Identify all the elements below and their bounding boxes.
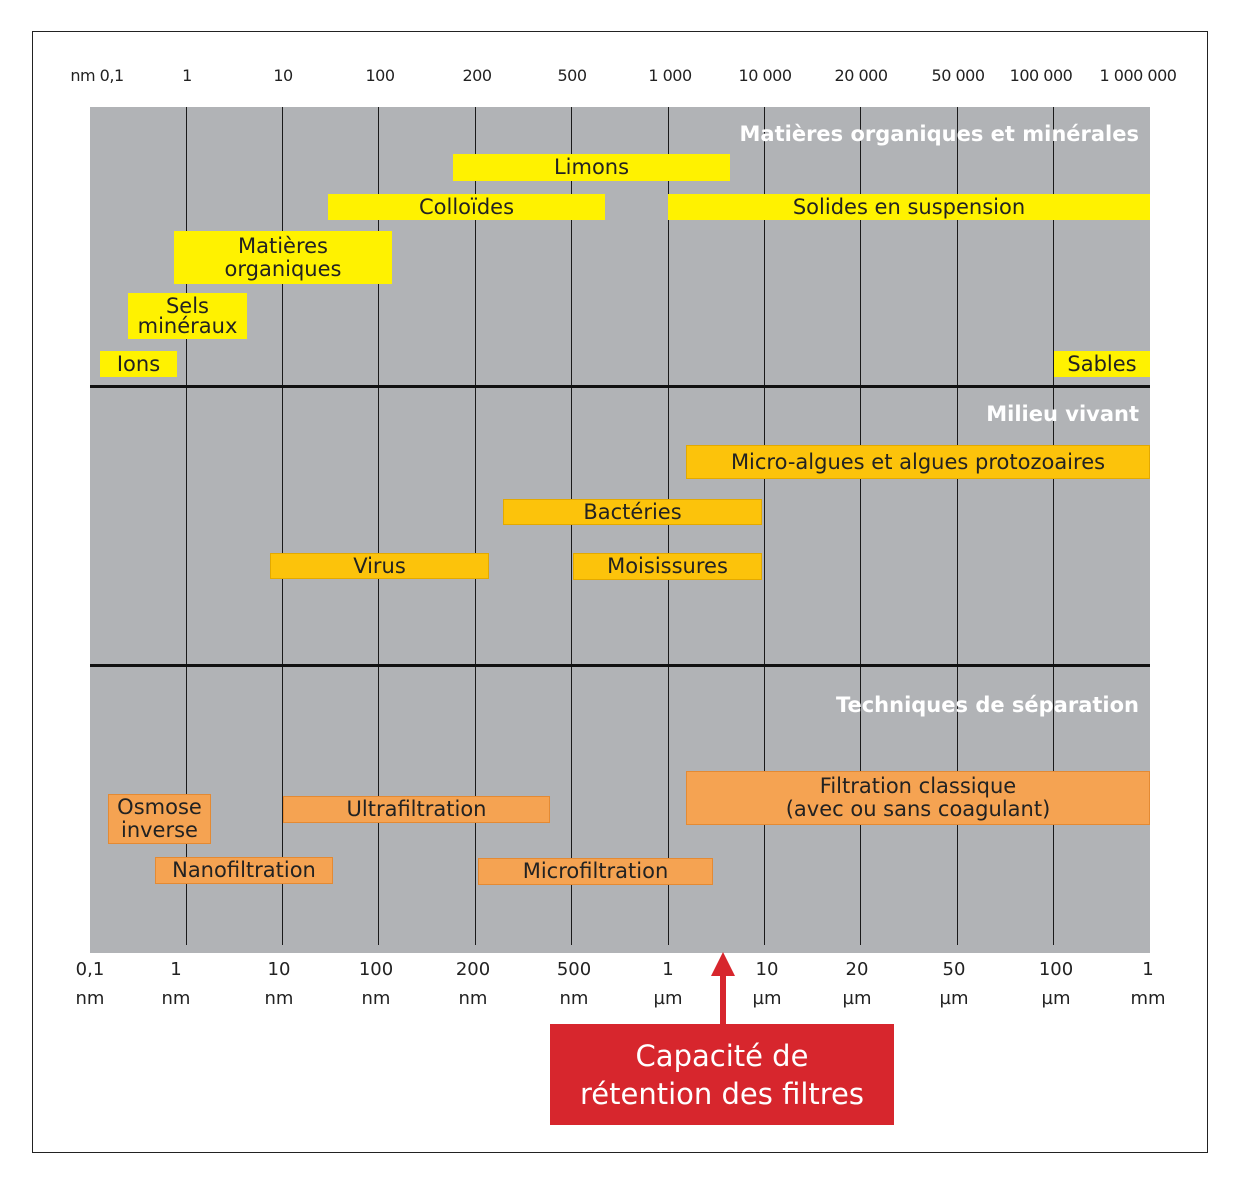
grid-line (668, 107, 669, 945)
filter-retention-callout (550, 1024, 894, 1125)
bottom-tick-unit: nm (264, 988, 294, 1009)
bottom-tick-unit: nm (75, 988, 105, 1009)
bottom-tick (162, 955, 191, 1013)
bottom-tick-value: 1 (662, 959, 674, 980)
top-tick: 500 (557, 66, 587, 85)
bottom-tick (753, 955, 782, 1013)
top-tick: 200 (462, 66, 492, 85)
bar-ions: Ions (100, 351, 177, 377)
section-divider (90, 385, 1150, 388)
bottom-tick (1130, 955, 1165, 1013)
arrow-shaft (720, 970, 726, 1026)
top-tick: 1 000 (648, 66, 692, 85)
bottom-tick-value: 100 (1038, 959, 1074, 980)
bottom-tick (265, 955, 294, 1013)
bottom-tick-unit: µm (653, 988, 683, 1009)
bar-virus: Virus (270, 553, 489, 579)
bar-limons: Limons (453, 154, 730, 181)
bottom-tick-value: 200 (455, 959, 491, 980)
bottom-tick-unit: nm (161, 988, 191, 1009)
bottom-tick-unit: nm (361, 988, 391, 1009)
bottom-tick-value: 50 (942, 959, 966, 980)
bottom-tick-value: 10 (267, 959, 291, 980)
bar-solides-en-suspension: Solides en suspension (668, 194, 1150, 220)
bar-bacteries: Bactéries (503, 499, 762, 525)
top-tick: nm 0,1 (70, 66, 124, 85)
bottom-tick-unit: µm (752, 988, 782, 1009)
callout-line-2: rétention des filtres (580, 1076, 864, 1111)
bottom-tick-value: 500 (556, 959, 592, 980)
bar-nanofiltration: Nanofiltration (155, 857, 333, 884)
section-divider (90, 664, 1150, 667)
bar-sables: Sables (1054, 351, 1150, 377)
bottom-tick (456, 955, 490, 1013)
bottom-tick-unit: µm (1041, 988, 1071, 1009)
bar-sels-mineraux: Sels minéraux (128, 293, 247, 339)
bottom-tick (843, 955, 872, 1013)
bar-filtration-classique: Filtration classique (avec ou sans coagulant) (686, 771, 1150, 825)
bottom-tick (76, 955, 105, 1013)
bar-colloides: Colloïdes (328, 194, 605, 220)
bottom-tick-value: 1 (1142, 959, 1154, 980)
bottom-tick-unit: nm (559, 988, 589, 1009)
bar-ultrafiltration: Ultrafiltration (283, 796, 550, 823)
top-tick: 10 000 (738, 66, 792, 85)
bar-microfiltration: Microfiltration (478, 858, 713, 885)
bottom-axis-strip (90, 945, 1150, 953)
top-tick: 50 000 (931, 66, 985, 85)
top-tick: 100 000 (1009, 66, 1073, 85)
bar-matieres-organiques: Matières organiques (174, 231, 392, 284)
grid-line (571, 107, 572, 945)
top-tick: 100 (365, 66, 395, 85)
bar-osmose-inverse: Osmose inverse (108, 794, 211, 844)
callout-line-1: Capacité de (635, 1038, 809, 1073)
top-tick: 10 (273, 66, 293, 85)
bottom-tick-value: 100 (358, 959, 394, 980)
bottom-tick (940, 955, 969, 1013)
bottom-tick (654, 955, 683, 1013)
section-title-living: Milieu vivant (986, 402, 1139, 426)
bottom-tick-unit: nm (458, 988, 488, 1009)
top-tick: 1 000 000 (1099, 66, 1177, 85)
bottom-tick (359, 955, 393, 1013)
section-title-organic: Matières organiques et minérales (739, 122, 1139, 146)
bottom-tick-unit: µm (939, 988, 969, 1009)
bottom-tick-value: 0,1 (75, 959, 105, 980)
bottom-tick-value: 10 (755, 959, 779, 980)
bottom-tick (557, 955, 591, 1013)
bottom-tick-unit: mm (1130, 988, 1166, 1009)
bar-micro-algues: Micro-algues et algues protozoaires (686, 445, 1150, 479)
bottom-tick-value: 1 (170, 959, 182, 980)
bottom-tick-value: 20 (845, 959, 869, 980)
top-tick: 1 (182, 66, 192, 85)
bottom-tick (1039, 955, 1073, 1013)
bottom-tick-unit: µm (842, 988, 872, 1009)
section-title-separation: Techniques de séparation (835, 693, 1139, 717)
top-tick: 20 000 (834, 66, 888, 85)
bar-moisissures: Moisissures (573, 553, 762, 580)
